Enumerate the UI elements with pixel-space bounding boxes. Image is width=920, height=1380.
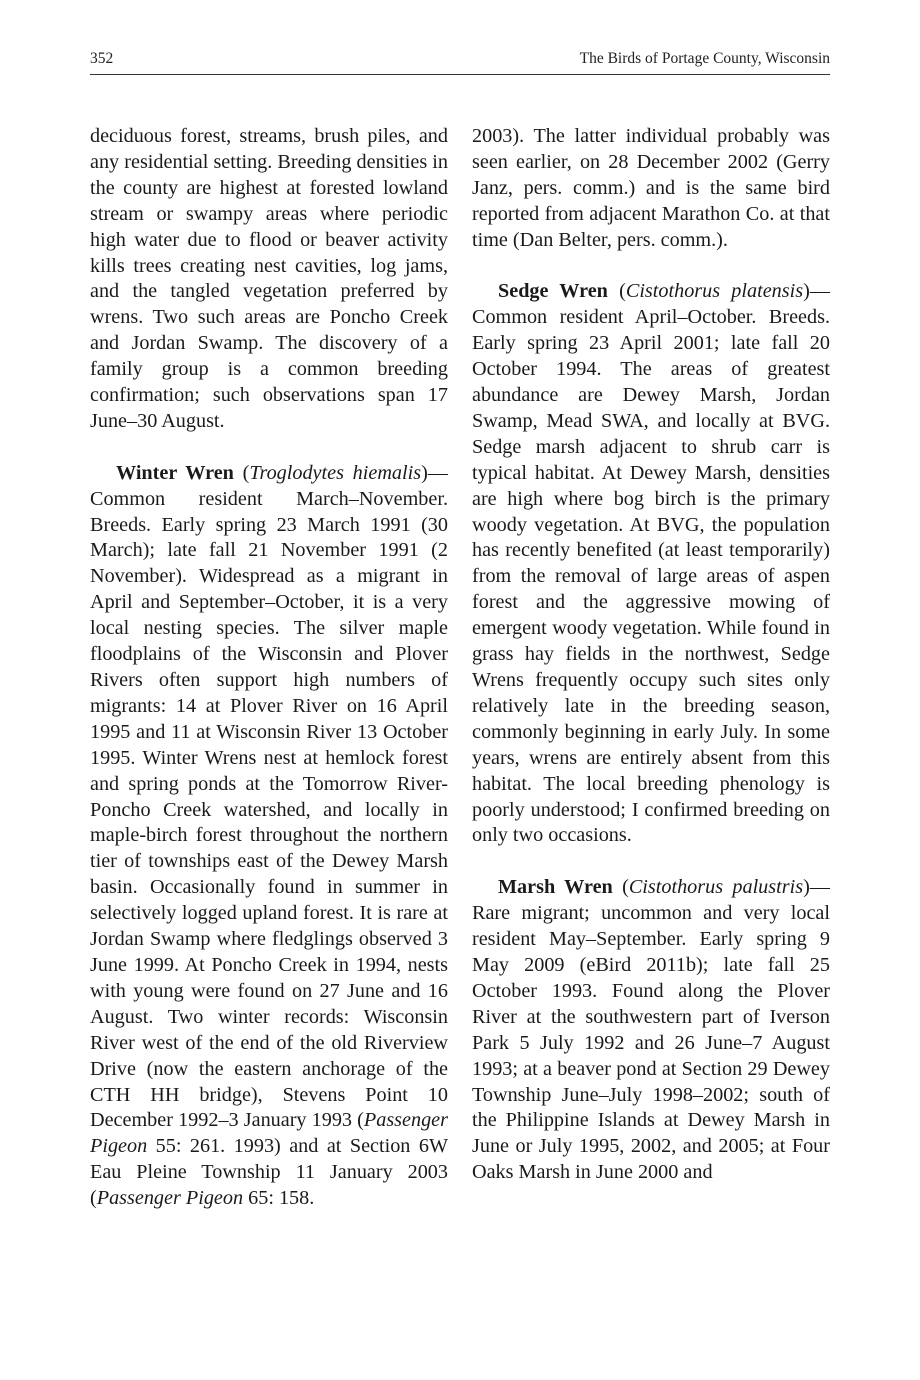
scientific-name: Troglodytes hiemalis	[249, 461, 422, 484]
publication-title: Passenger Pigeon	[90, 1109, 448, 1158]
scientific-name: Cistothorus platensis	[625, 280, 804, 303]
paragraph-continuation-right: 2003). The latter individual probably was seen earlier, on 28 December 2002 (Gerry Janz, pers. comm.) and is the same bird reported from adjacent Marathon Co. at that time (Dan Belter, pers. comm.).	[472, 125, 830, 251]
publication-title: Passenger Pigeon	[96, 1187, 244, 1210]
header-rule	[90, 74, 830, 75]
running-title: The Birds of Portage County, Wisconsin	[579, 50, 830, 67]
paren-open: (	[607, 280, 626, 303]
species-text: 65: 158.	[243, 1187, 315, 1210]
running-header	[90, 50, 830, 72]
species-text: 55: 261. 1993) and at Section 6W Eau Pleine Township 11 January 2003 (	[90, 1135, 448, 1210]
species-text: )—Rare migrant; uncommon and very local resident May–September. Early spring 9 May 2009 (eBird 2011b); late fall 25 October 1993. Found along the Plover River at the southwestern part of Iverson Park 5 July 1992 and 26 June–7 August 1993; at a beaver pond at Section 29 Dewey Township June–July 1998–2002; south of the Philippine Islands at Dewey Marsh in June or July 1995, 2002, and 2005; at Four Oaks Marsh in June 2000 and	[472, 876, 830, 1184]
species-name: Sedge Wren	[498, 280, 608, 303]
species-account-sedge-wren	[472, 279, 830, 849]
species-text: )—Common resident March–November. Breeds. Early spring 23 March 1991 (30 March); late fall 21 November 1991 (2 November). Widespread as a migrant in April and September–October, it is a very local nesting species. The silver maple floodplains of the Wisconsin and Plover Rivers often support high numbers of migrants: 14 at Plover River on 16 April 1995 and 11 at Wisconsin River 13 October 1995. Winter Wrens nest at hemlock forest and spring ponds at the Tomorrow River-Poncho Creek watershed, and locally in maple-birch forest throughout the northern tier of townships east of the Dewey Marsh basin. Occasionally found in summer in selectively logged upland forest. It is rare at Jordan Swamp where fledglings observed 3 June 1999. At Poncho Creek in 1994, nests with young were found on 27 June and 16 August. Two winter records: Wisconsin River west of the end of the old Riverview Drive (now the eastern anchorage of the CTH HH bridge), Stevens Point 10 December 1992–3 January 1993 (	[90, 461, 448, 1132]
species-account-winter-wren	[90, 461, 448, 1212]
species-account-marsh-wren	[472, 875, 830, 1186]
page-number: 352	[90, 50, 114, 67]
species-name: Marsh Wren	[498, 876, 613, 899]
left-column	[90, 124, 448, 1212]
scientific-name: Cistothorus palustris	[628, 876, 804, 899]
right-column	[472, 124, 830, 1186]
paragraph-continuation-left: deciduous forest, streams, brush piles, and any residential setting. Breeding densities in the county are highest at forested lowland stream or swampy areas where periodic high water due to flood or beaver activity kills trees creating nest cavities, log jams, and the tangled vegetation preferred by wrens. Two such areas are Poncho Creek and Jordan Swamp. The discovery of a family group is a common breeding confirmation; such observations span 17 June–30 August.	[90, 125, 448, 432]
species-name: Winter Wren	[116, 461, 234, 484]
paren-open: (	[612, 876, 629, 899]
paren-open: (	[233, 461, 250, 484]
species-text: )—Common resident April–October. Breeds. Early spring 23 April 2001; late fall 20 October 1994. The areas of greatest abundance are Dewey Marsh, Jordan Swamp, Mead SWA, and locally at BVG. Sedge marsh adjacent to shrub carr is typical habitat. At Dewey Marsh, densities are high where bog birch is the primary woody vegetation. At BVG, the population has recently benefited (at least temporarily) from the removal of large areas of aspen forest and the aggressive mowing of emergent woody vegetation. While found in grass hay fields in the northwest, Sedge Wrens frequently occupy such sites only relatively late in the breeding season, commonly beginning in early July. In some years, wrens are entirely absent from this habitat. The local breeding phenology is poorly understood; I confirmed breeding on only two occasions.	[472, 280, 830, 847]
